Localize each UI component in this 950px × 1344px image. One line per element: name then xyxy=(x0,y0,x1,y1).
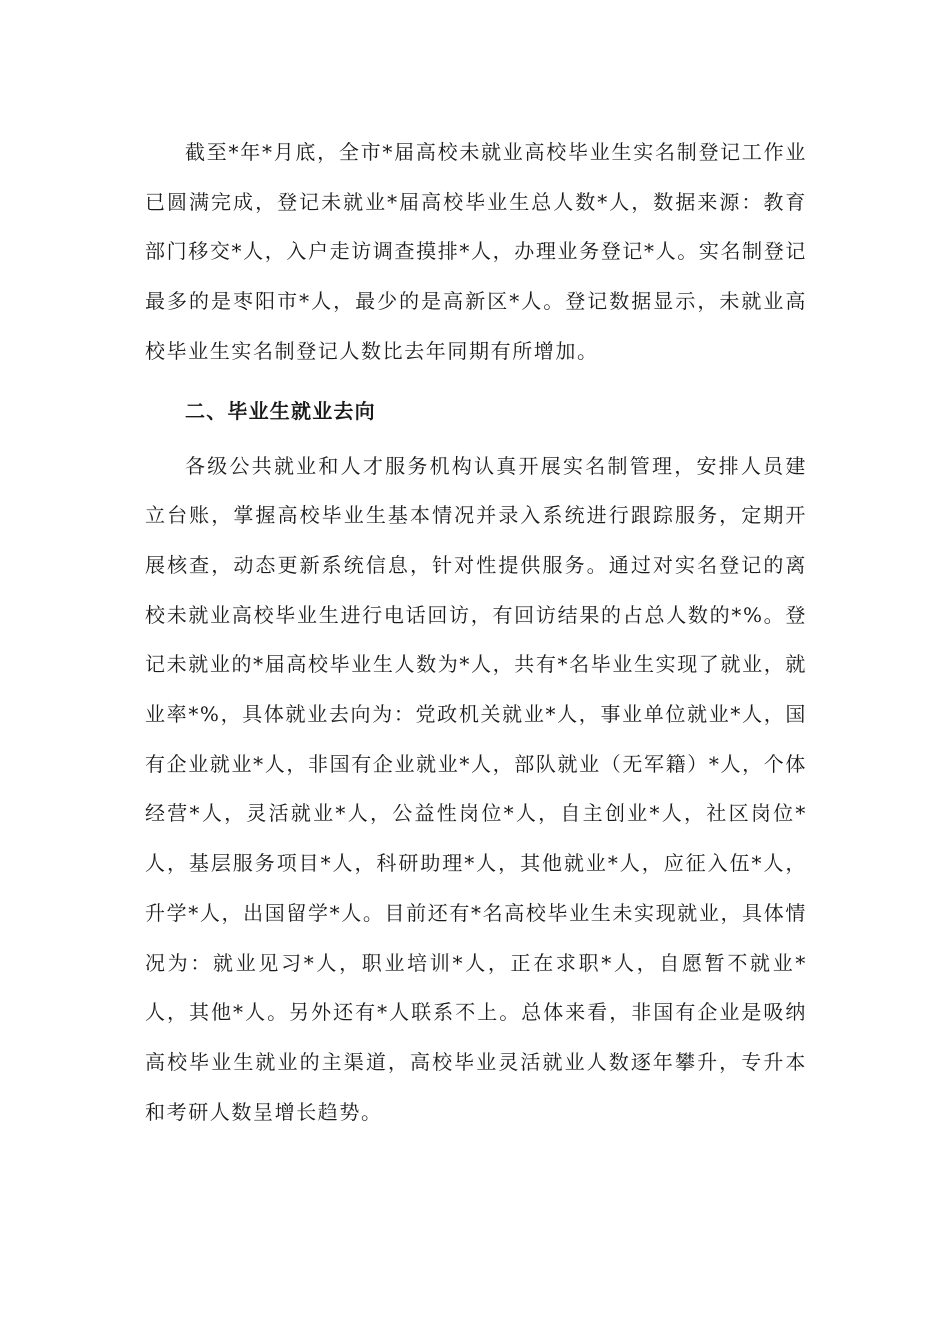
document-body xyxy=(145,128,807,1137)
paragraph-employment-destination: 各级公共就业和人才服务机构认真开展实名制管理，安排人员建立台账，掌握高校毕业生基本情况并录入系统进行跟踪服务，定期开展核查，动态更新系统信息，针对性提供服务。通过对实名登记的离校未就业高校毕业生进行电话回访，有回访结果的占总人数的*%。登记未就业的*届高校毕业生人数为*人，共有*名毕业生实现了就业，就业率*%，具体就业去向为：党政机关就业*人，事业单位就业*人，国有企业就业*人，非国有企业就业*人，部队就业（无军籍）*人，个体经营*人，灵活就业*人，公益性岗位*人，自主创业*人，社区岗位*人，基层服务项目*人，科研助理*人，其他就业*人，应征入伍*人，升学*人，出国留学*人。目前还有*名高校毕业生未实现就业，具体情况为：就业见习*人，职业培训*人，正在求职*人，自愿暂不就业*人，其他*人。另外还有*人联系不上。总体来看，非国有企业是吸纳高校毕业生就业的主渠道，高校毕业灵活就业人数逐年攀升，专升本和考研人数呈增长趋势。 xyxy=(145,453,807,1124)
paragraph-registration-summary: 截至*年*月底，全市*届高校未就业高校毕业生实名制登记工作业已圆满完成，登记未就业*届高校毕业生总人数*人，数据来源：教育部门移交*人，入户走访调查摸排*人，办理业务登记*人。实名制登记最多的是枣阳市*人，最少的是高新区*人。登记数据显示，未就业高校毕业生实名制登记人数比去年同期有所增加。 xyxy=(145,140,807,363)
section-heading: 二、毕业生就业去向 xyxy=(185,398,376,423)
